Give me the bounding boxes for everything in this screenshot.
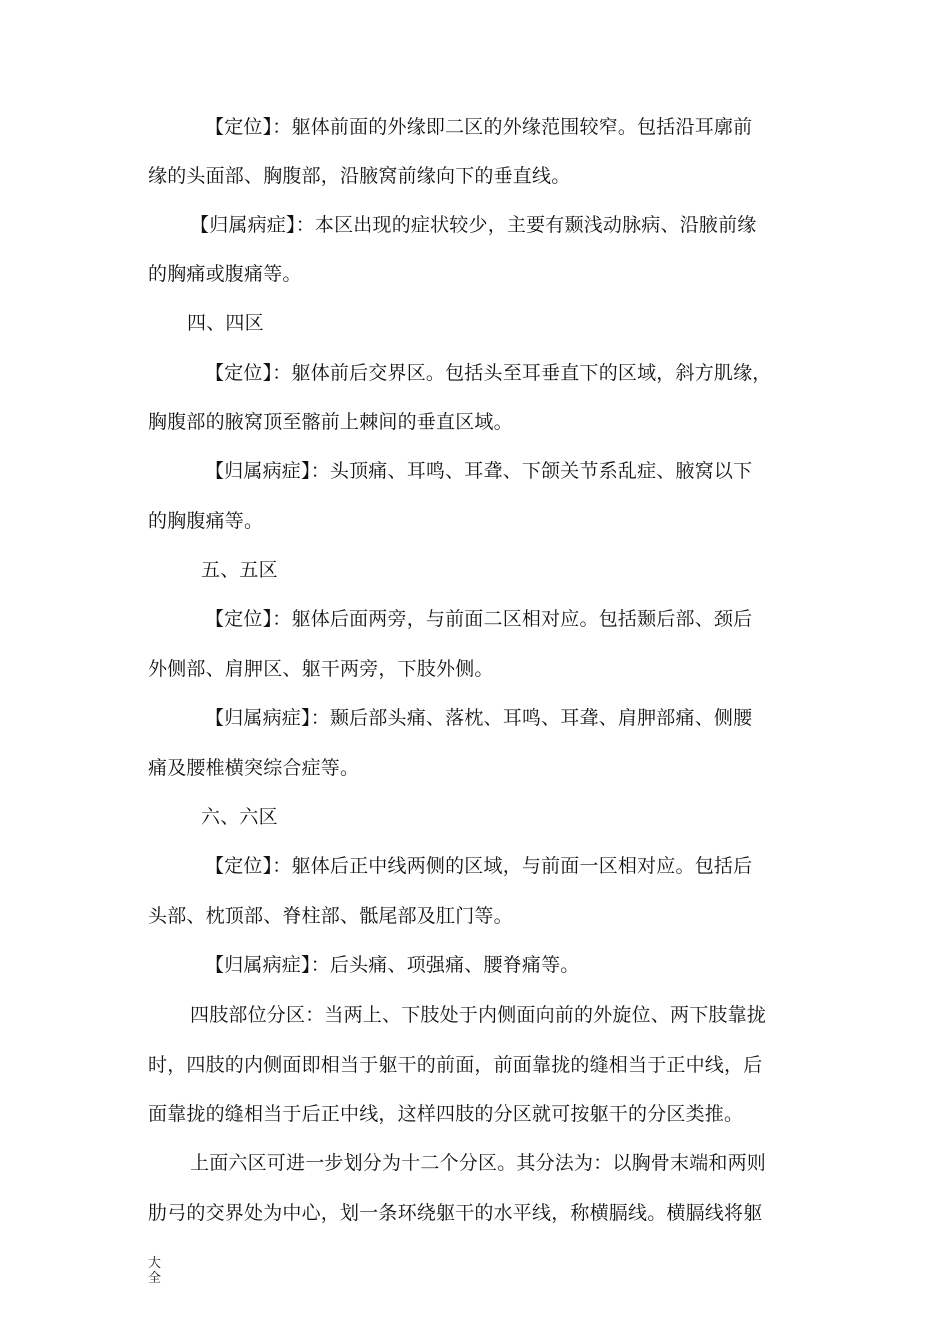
text-line-21: 面靠拢的缝相当于后正中线，这样四肢的分区就可按躯干的分区类推。 — [148, 1103, 744, 1125]
text-line-4: 的胸痛或腹痛等。 — [148, 263, 302, 285]
text-line-9: 的胸腹痛等。 — [148, 510, 264, 532]
text-line-1: 【定位】：躯体前面的外缘即二区的外缘范围较窄。包括沿耳廓前 — [205, 116, 753, 138]
page-footer — [148, 1256, 161, 1286]
text-line-16: 【定位】：躯体后正中线两侧的区域，与前面一区相对应。包括后 — [205, 855, 753, 877]
footer-char-1: 大 — [148, 1256, 162, 1271]
section-heading-5: 五、五区 — [201, 559, 278, 581]
text-line-13: 【归属病症】：颞后部头痛、落枕、耳鸣、耳聋、肩胛部痛、侧腰 — [205, 707, 753, 729]
text-line-20: 时，四肢的内侧面即相当于躯干的前面，前面靠拢的缝相当于正中线，后 — [148, 1054, 763, 1076]
footer-char-2: 全 — [148, 1271, 162, 1286]
text-line-18: 【归属病症】：后头痛、项强痛、腰脊痛等。 — [205, 954, 580, 976]
text-line-11: 【定位】：躯体后面两旁，与前面二区相对应。包括颞后部、颈后 — [205, 608, 753, 630]
text-line-19: 四肢部位分区：当两上、下肢处于内侧面向前的外旋位、两下肢靠拢 — [190, 1004, 767, 1026]
text-line-7: 胸腹部的腋窝顶至髂前上棘间的垂直区域。 — [148, 411, 513, 433]
text-line-22: 上面六区可进一步划分为十二个分区。其分法为：以胸骨末端和两则 — [190, 1152, 767, 1174]
text-line-3: 【归属病症】：本区出现的症状较少，主要有颞浅动脉病、沿腋前缘 — [190, 214, 757, 236]
text-line-6: 【定位】：躯体前后交界区。包括头至耳垂直下的区域，斜方肌缘， — [205, 362, 772, 384]
text-line-2: 缘的头面部、胸腹部，沿腋窝前缘向下的垂直线。 — [148, 165, 571, 187]
section-heading-4: 四、四区 — [187, 312, 264, 334]
text-line-23: 肋弓的交界处为中心，划一条环绕躯干的水平线，称横膈线。横膈线将躯 — [148, 1202, 763, 1224]
section-heading-6: 六、六区 — [201, 806, 278, 828]
text-line-14: 痛及腰椎横突综合症等。 — [148, 757, 360, 779]
text-line-12: 外侧部、肩胛区、躯干两旁，下肢外侧。 — [148, 658, 494, 680]
text-line-8: 【归属病症】：头顶痛、耳鸣、耳聋、下颌关节系乱症、腋窝以下 — [205, 460, 753, 482]
text-line-17: 头部、枕顶部、脊柱部、骶尾部及肛门等。 — [148, 905, 513, 927]
